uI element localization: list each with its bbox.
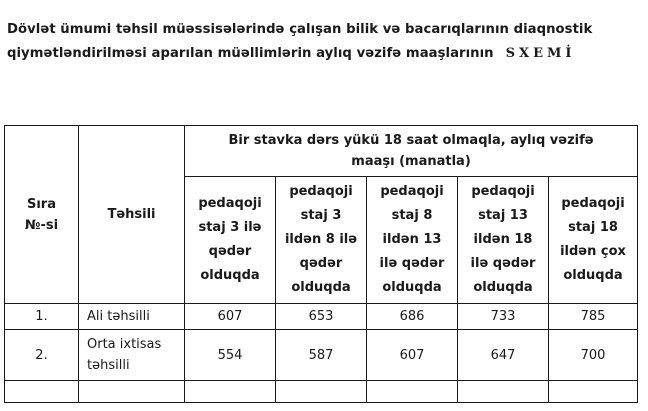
header-row-no: Sıra №-si	[5, 126, 79, 304]
salary-cell: 785	[549, 304, 638, 330]
empty-cell	[5, 381, 79, 403]
document-title	[7, 18, 647, 66]
education-cell: Ali təhsilli	[79, 304, 185, 330]
empty-cell	[79, 381, 185, 403]
document-title-line-2	[7, 42, 647, 66]
salary-cell: 733	[458, 304, 549, 330]
salary-cell: 607	[185, 304, 276, 330]
header-experience-col: pedaqoji staj 8 ildən 13 ilə qədər olduqda	[367, 177, 458, 304]
empty-cell	[458, 381, 549, 403]
header-experience-col: pedaqoji staj 3 ilə qədər olduqda	[185, 177, 276, 304]
salary-cell: 700	[549, 330, 638, 381]
header-experience-col: pedaqoji staj 13 ildən 18 ilə qədər olduqda	[458, 177, 549, 304]
empty-cell	[276, 381, 367, 403]
document-title-line-1: Dövlət ümumi təhsil müəssisələrində çalışan bilik və bacarıqlarının diaqnostik	[7, 22, 593, 37]
table-row-empty	[5, 381, 638, 403]
empty-cell	[185, 381, 276, 403]
salary-cell: 607	[367, 330, 458, 381]
salary-cell: 686	[367, 304, 458, 330]
header-experience-col: pedaqoji staj 3 ildən 8 ilə qədər olduqda	[276, 177, 367, 304]
header-experience-col: pedaqoji staj 18 ildən çox olduqda	[549, 177, 638, 304]
salary-cell: 647	[458, 330, 549, 381]
document-title-schema-word: SXEMİ	[505, 46, 576, 61]
table-row	[5, 330, 638, 381]
header-education: Təhsili	[79, 126, 185, 304]
empty-cell	[549, 381, 638, 403]
salary-cell: 554	[185, 330, 276, 381]
document-title-line-2-text: qiymətləndirilməsi aparılan müəllimlərin aylıq vəzifə maaşlarının	[7, 46, 494, 61]
header-salary-group: Bir stavka dərs yükü 18 saat olmaqla, aylıq vəzifə maaşı (manatla)	[185, 126, 638, 177]
education-cell: Orta ixtisas təhsilli	[79, 330, 185, 381]
empty-cell	[367, 381, 458, 403]
table-header-row-1	[5, 126, 638, 177]
salary-cell: 653	[276, 304, 367, 330]
row-no-cell: 1.	[5, 304, 79, 330]
salary-table	[4, 125, 638, 403]
salary-cell: 587	[276, 330, 367, 381]
table-row	[5, 304, 638, 330]
row-no-cell: 2.	[5, 330, 79, 381]
